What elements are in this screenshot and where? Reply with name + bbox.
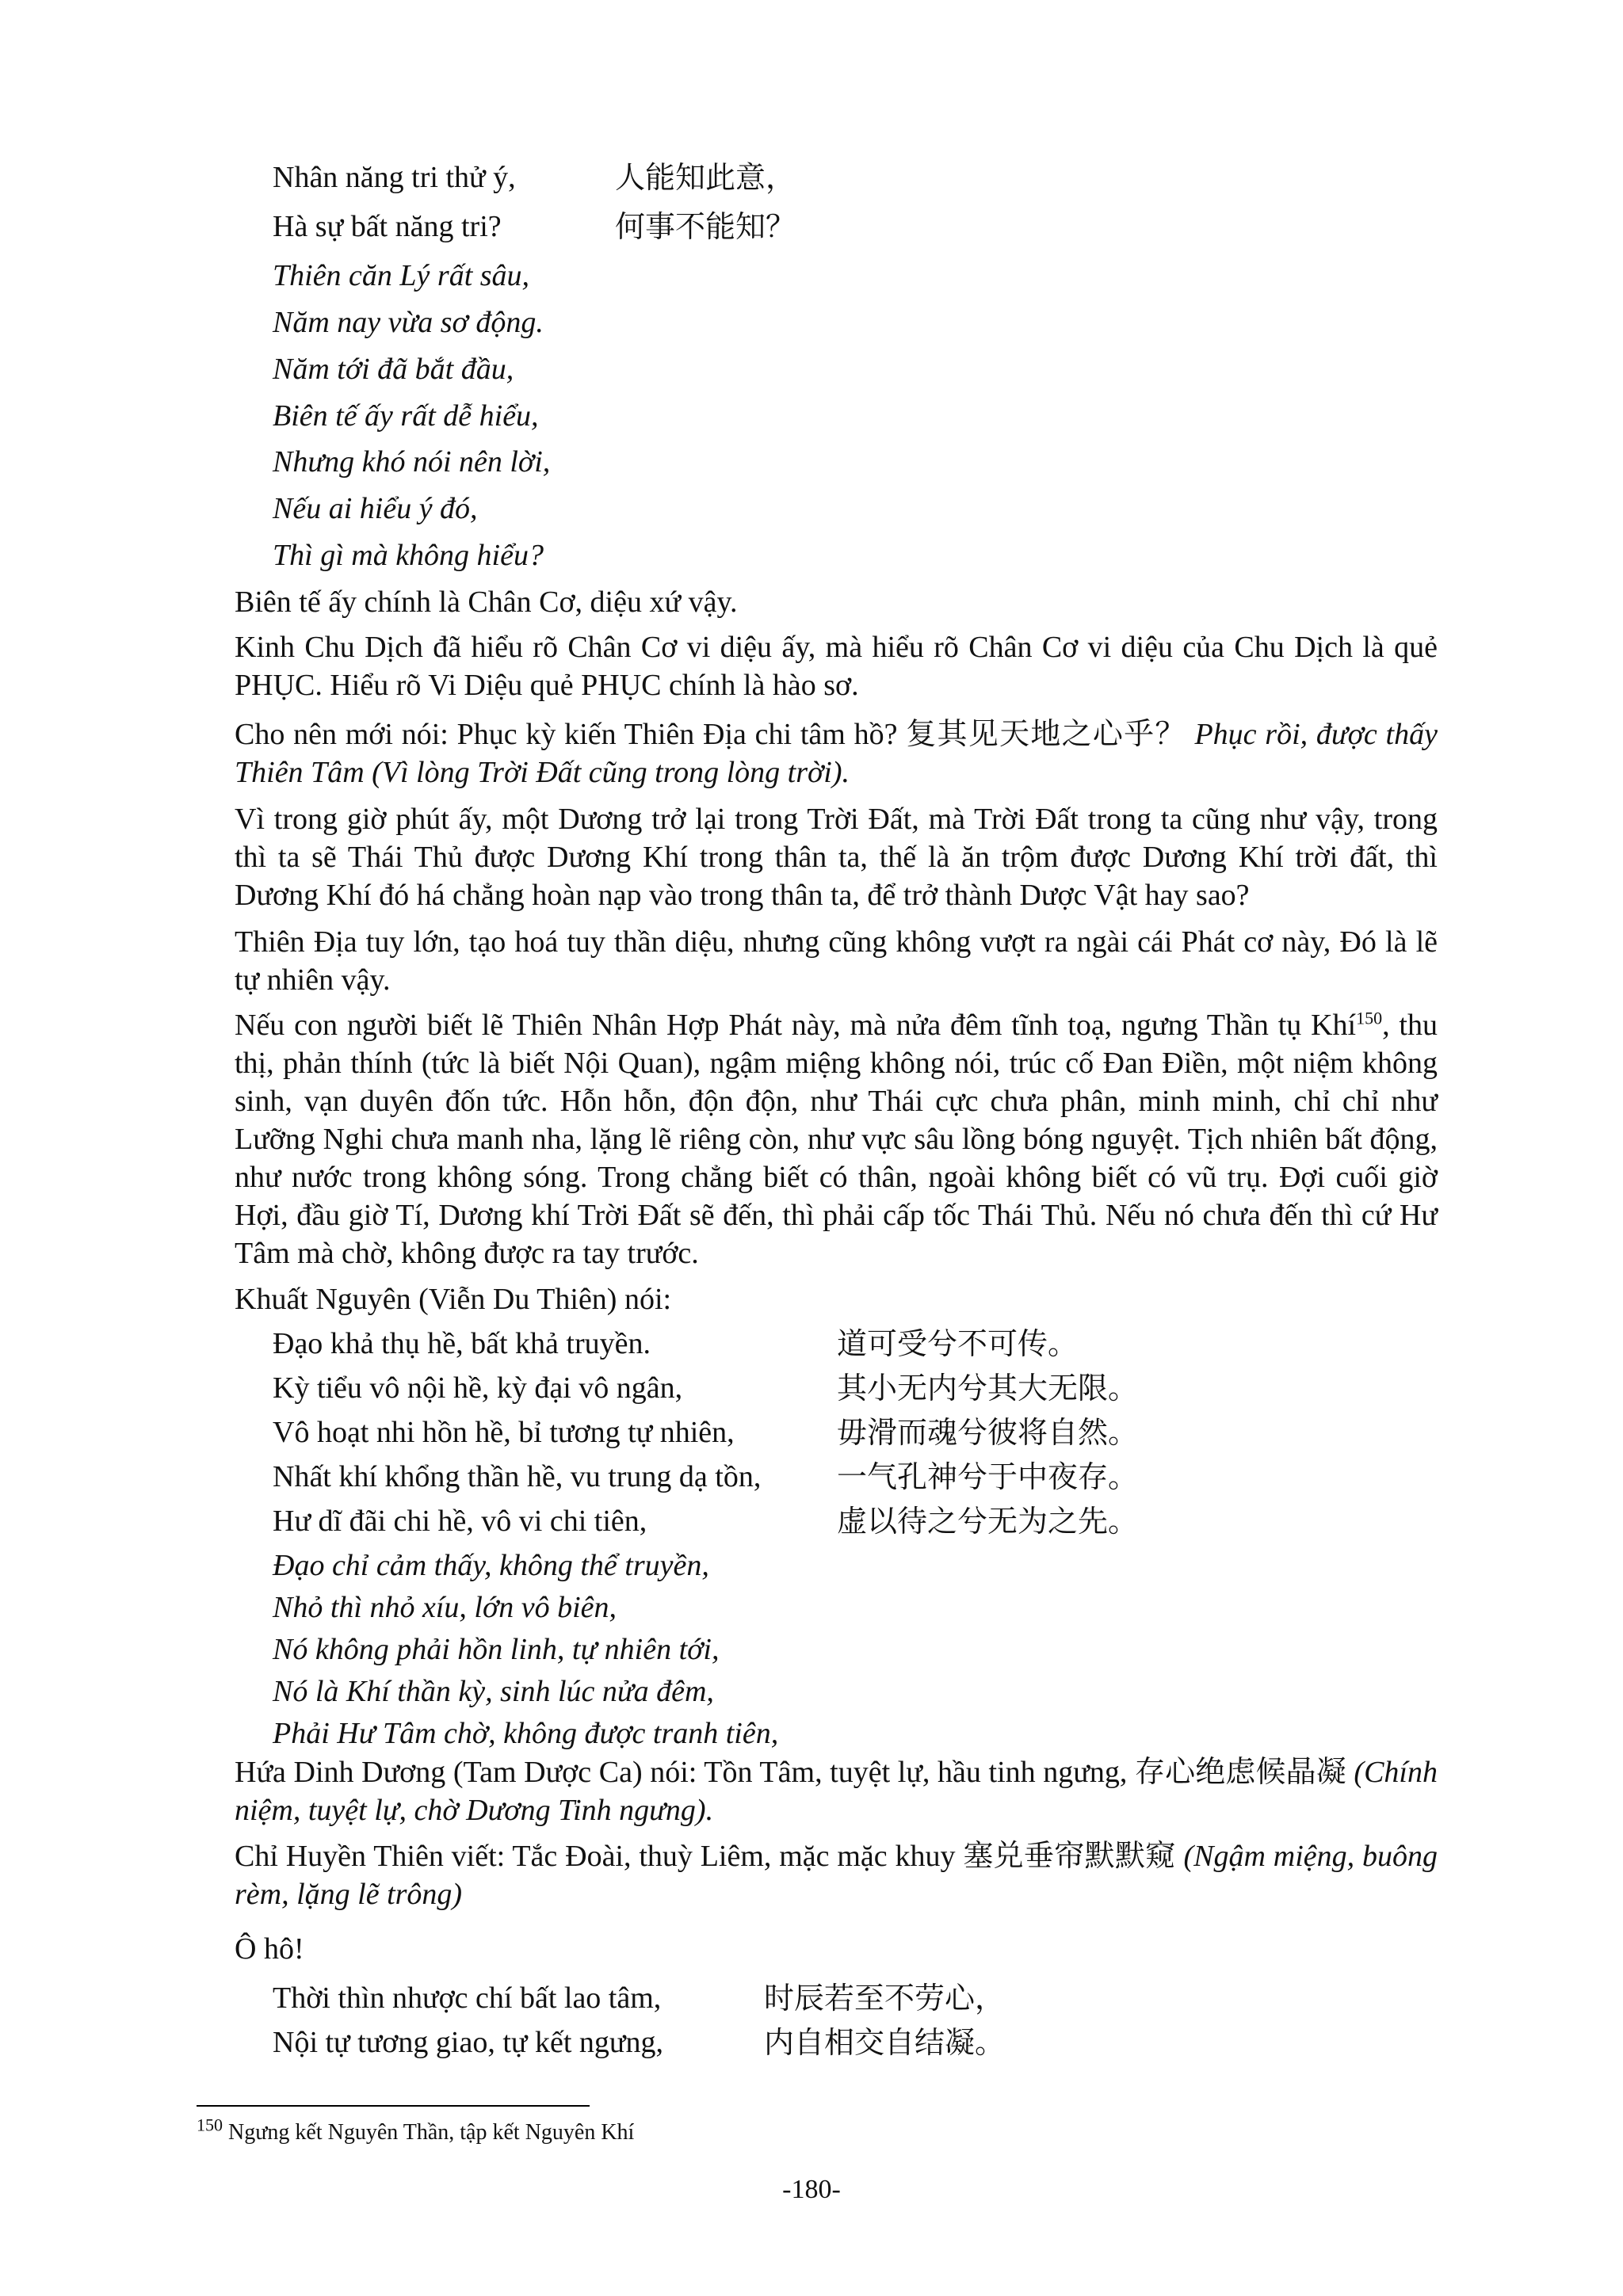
poem3-viet-1: Thời thìn nhược chí bất lao tâm, [273,1981,662,2015]
footnote-separator [197,2105,590,2107]
poem2-han-3: 毋滑而魂兮彼将自然。 [837,1415,1139,1450]
poem1-trans-5: Nhưng khó nói nên lời, [273,445,551,479]
paragraph-9-han: 塞兑垂帘默默窥 [963,1838,1176,1873]
paragraph-8-han: 存心绝虑候晶凝 [1134,1754,1346,1789]
paragraph-4: Vì trong giờ phút ấy, một Dương trở lại trong Trời Đất, mà Trời Đất trong ta cũng như vậy, trong thì ta sẽ Thái Thủ được Dương Khí trong thân ta, thế là ăn trộm được Dương Khí trời đất, thì Dương Khí đó há chẳng hoàn nạp vào trong thân ta, để trở thành Dược Vật hay sao? [235,803,1438,912]
footnote-ref-150[interactable]: 150 [1356,1008,1383,1028]
poem2-viet-3: Vô hoạt nhi hồn hề, bỉ tương tự nhiên, [273,1416,735,1449]
poem1-trans-2: Năm nay vừa sơ động. [273,306,544,339]
poem2-trans-5: Phải Hư Tâm chờ, không được tranh tiên, [273,1717,779,1750]
paragraph-8-text: Hứa Dinh Dương (Tam Dược Ca) nói: Tồn Tâm, tuyệt lự, hầu tinh ngưng, [235,1756,1135,1789]
paragraph-9 [235,1836,1438,1913]
poem1-han-1: 人能知此意， [615,160,796,195]
paragraph-8 [235,1753,1438,1829]
paragraph-6 [235,1006,1438,1272]
poem2-trans-4: Nó là Khí thần kỳ, sinh lúc nửa đêm, [273,1675,714,1708]
poem3-han-1: 时辰若至不劳心， [764,1981,1006,2016]
paragraph-3-han: 复其见天地之心乎？ [906,716,1186,751]
poem2-han-1: 道可受兮不可传。 [837,1326,1079,1361]
poem2-viet-4: Nhất khí khổng thần hề, vu trung dạ tồn, [273,1460,762,1493]
footnote [197,2115,635,2145]
footnote-number: 150 [197,2115,223,2135]
poem2-han-4: 一气孔神兮于中夜存。 [837,1459,1139,1494]
paragraph-6-text-b: , thu thị, phản thính (tức là biết Nội Quan), ngậm miệng không nói, trúc cố Đan Điền, một niệm không sinh, vạn duyên đốn tức. Hỗn hỗn, độn độn, như Thái cực chưa phân, minh minh, chỉ chỉ như Lưỡng Nghi chưa manh nha, lặng lẽ riêng còn, như vực sâu lồng bóng nguyệt. Tịch nhiên bất động, như nước trong không sóng. Trong chẳng biết có thân, ngoài không biết có vũ trụ. Đợi cuối giờ Hợi, đầu giờ Tí, Dương khí Trời Đất sẽ đến, thì phải cấp tốc Thái Thủ. Nếu nó chưa đến thì cứ Hư Tâm mà chờ, không được ra tay trước. [235,1009,1438,1270]
poem2-viet-5: Hư dĩ đãi chi hề, vô vi chi tiên, [273,1505,647,1538]
poem1-trans-6: Nếu ai hiểu ý đó, [273,492,478,525]
poem1-viet-1: Nhân năng tri thử ý, [273,161,516,194]
paragraph-10: Ô hô! [235,1932,304,1966]
poem1-han-2: 何事不能知？ [615,209,796,244]
poem2-viet-2: Kỳ tiểu vô nội hề, kỳ đại vô ngân, [273,1371,683,1405]
poem1-trans-7: Thì gì mà không hiểu? [273,539,544,572]
poem2-han-5: 虚以待之兮无为之先。 [837,1504,1139,1539]
paragraph-2 [235,628,1438,704]
footnote-text: Ngưng kết Nguyên Thần, tập kết Nguyên Khí [223,2120,635,2145]
paragraph-7: Khuất Nguyên (Viễn Du Thiên) nói: [235,1283,672,1316]
poem1-trans-4: Biên tế ấy rất dễ hiểu, [273,399,539,433]
poem2-han-2: 其小无内兮其大无限。 [837,1371,1139,1405]
poem2-trans-3: Nó không phải hồn linh, tự nhiên tới, [273,1633,720,1666]
paragraph-2-text: Kinh Chu Dịch đã hiểu rõ Chân Cơ vi diệu ấy, mà hiểu rõ Chân Cơ vi diệu của Chu Dịch là quẻ PHỤC. Hiểu rõ Vi Diệu quẻ PHỤC chính là hào sơ. [235,631,1438,702]
paragraph-3-italic: Phục rồi, được thấy Thiên Tâm (Vì lòng Trời Đất cũng trong lòng trời). [235,718,1438,789]
poem1-viet-2: Hà sự bất năng tri? [273,210,502,243]
paragraph-5: Thiên Địa tuy lớn, tạo hoá tuy thần diệu, nhưng cũng không vượt ra ngài cái Phát cơ này, Đó là lẽ tự nhiên vậy. [235,925,1438,997]
paragraph-6-text-a: Nếu con người biết lẽ Thiên Nhân Hợp Phát này, mà nửa đêm tĩnh toạ, ngưng Thần tụ Khí [235,1009,1357,1042]
poem2-viet-1: Đạo khả thụ hề, bất khả truyền. [273,1327,651,1360]
page-number: -180- [782,2175,841,2204]
poem1-trans-3: Năm tới đã bắt đầu, [273,353,514,386]
paragraph-3-text: Cho nên mới nói: Phục kỳ kiến Thiên Địa chi tâm hồ? [235,718,907,751]
poem2-trans-1: Đạo chỉ cảm thấy, không thể truyền, [273,1549,709,1582]
poem3-han-2: 内自相交自结凝。 [764,2025,1006,2060]
paragraph-9-italic: (Ngậm miệng, buông rèm, lặng lẽ trông) [235,1840,1438,1911]
paragraph-8-italic: (Chính niệm, tuyệt lự, chờ Dương Tinh ngưng). [235,1756,1438,1827]
paragraph-3 [235,715,1438,791]
paragraph-1: Biên tế ấy chính là Chân Cơ, diệu xứ vậy. [235,585,738,619]
poem1-trans-1: Thiên căn Lý rất sâu, [273,259,530,292]
poem2-trans-2: Nhỏ thì nhỏ xíu, lớn vô biên, [273,1591,617,1624]
poem3-viet-2: Nội tự tương giao, tự kết ngưng, [273,2026,663,2059]
paragraph-9-text: Chỉ Huyền Thiên viết: Tắc Đoài, thuỳ Liêm, mặc mặc khuy [235,1840,964,1873]
